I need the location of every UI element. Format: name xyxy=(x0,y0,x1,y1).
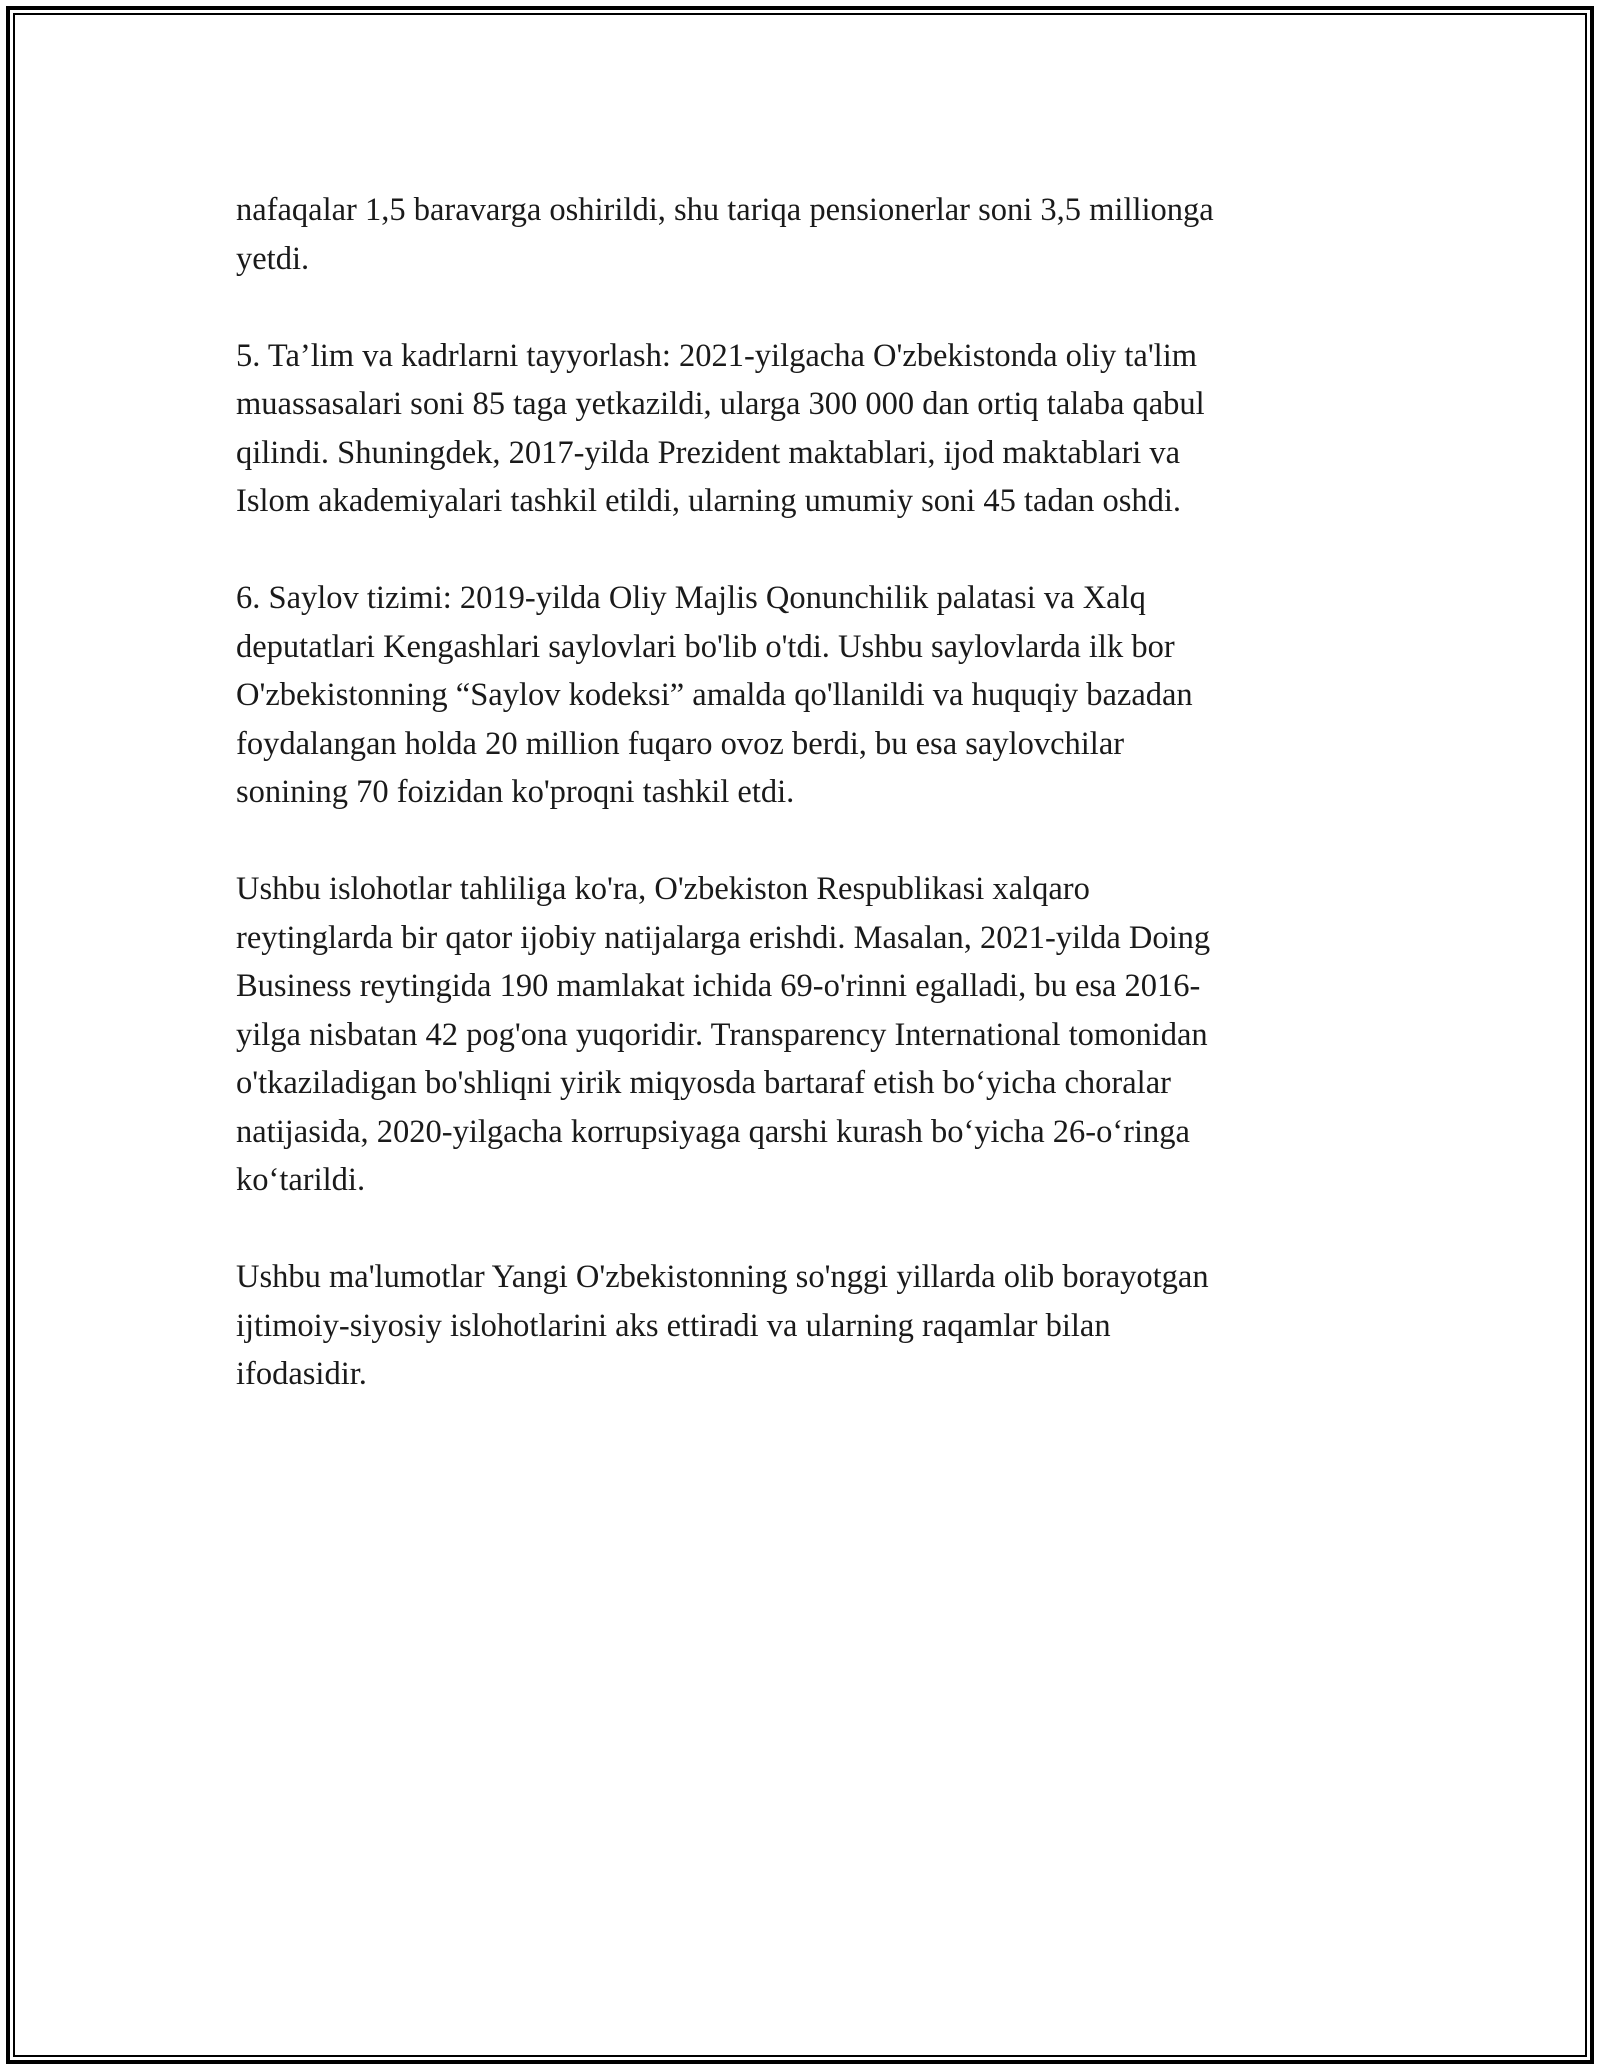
paragraph-reform-analysis: Ushbu islohotlar tahliliga ko'ra, O'zbekiston Respublikasi xalqaro reytinglarda bir qator ijobiy natijalarga erishdi. Masalan, 2021-yilda Doing Business reytingida 190 mamlakat ichida 69-o'rinni egalladi, bu esa 2016- yilga nisbatan 42 pog'ona yuqoridir. Transparency International tomonidan o'tkaziladigan bo'shliqni yirik miqyosda bartaraf etish bo‘yicha choralar natijasida, 2020-yilgacha korrupsiyaga qarshi kurash bo‘yicha 26-o‘ringa ko‘tarildi. xyxy=(236,871,1211,1198)
paragraph-conclusion: Ushbu ma'lumotlar Yangi O'zbekistonning so'nggi yillarda olib borayotgan ijtimoiy-siyosiy islohotlarini aks ettiradi va ularning raqamlar bilan ifodasidir. xyxy=(236,1259,1209,1392)
paragraph-election-system: 6. Saylov tizimi: 2019-yilda Oliy Majlis Qonunchilik palatasi va Xalq deputatlari Kengashlari saylovlari bo'lib o'tdi. Ushbu saylovlarda ilk bor O'zbekistonning “Saylov kodeksi” amalda qo'llanildi va huquqiy bazadan foydalangan holda 20 million fuqaro ovoz berdi, bu esa saylovchilar sonining 70 foizidan ko'proqni tashkil etdi. xyxy=(236,580,1193,810)
paragraph-education: 5. Ta’lim va kadrlarni tayyorlash: 2021-yilgacha O'zbekistonda oliy ta'lim muassasalari soni 85 taga yetkazildi, ularga 300 000 dan ortiq talaba qabul qilindi. Shuningdek, 2017-yilda Prezident maktablari, ijod maktablari va Islom akademiyalari tashkil etildi, ularning umumiy soni 45 tadan oshdi. xyxy=(236,337,1205,519)
paragraph-pensions-continued: nafaqalar 1,5 baravarga oshirildi, shu tariqa pensionerlar soni 3,5 millionga yetdi. xyxy=(236,192,1214,277)
document-body xyxy=(236,186,1366,1447)
